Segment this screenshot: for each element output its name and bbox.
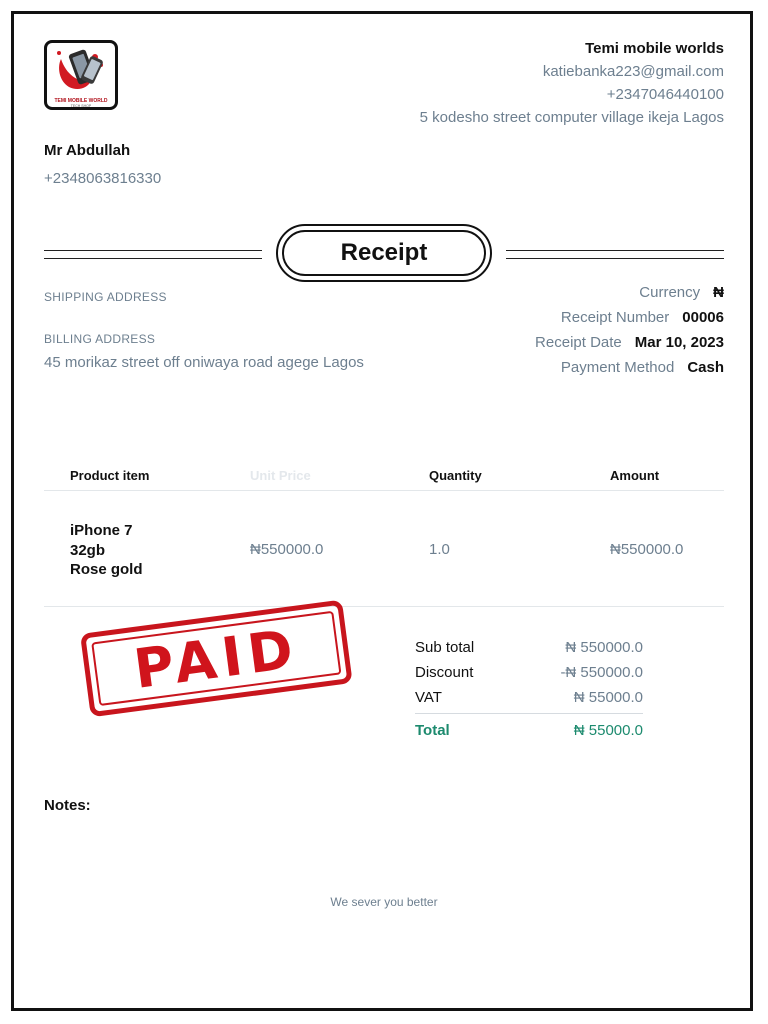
receipt-number-row bbox=[535, 309, 724, 334]
item-unit-price: ₦550000.0 bbox=[250, 541, 324, 558]
table-row-item bbox=[70, 521, 143, 580]
vat-value: ₦ 55000.0 bbox=[573, 689, 643, 706]
company-name: Temi mobile worlds bbox=[585, 40, 724, 57]
item-color: Rose gold bbox=[70, 561, 143, 578]
payment-method-value: Cash bbox=[687, 359, 724, 376]
receipt-date-value: Mar 10, 2023 bbox=[634, 334, 724, 351]
header-unit-price: Unit Price bbox=[250, 468, 311, 483]
logo-text: TEMI MOBILE WORLD bbox=[54, 98, 108, 104]
header-amount: Amount bbox=[610, 468, 660, 483]
item-amount: ₦550000.0 bbox=[610, 541, 684, 558]
company-phone: +2347046440100 bbox=[606, 86, 724, 103]
discount-label: Discount bbox=[415, 664, 474, 681]
receipt-number-label: Receipt Number bbox=[560, 309, 670, 326]
title-rule-left-bottom bbox=[44, 258, 262, 259]
payment-method-label: Payment Method bbox=[560, 359, 675, 376]
title-rule-right-bottom bbox=[506, 258, 724, 259]
item-storage: 32gb bbox=[70, 541, 106, 559]
logo-subtext: TECH SHOP bbox=[70, 104, 92, 108]
subtotal-label: Sub total bbox=[415, 639, 475, 656]
header-quantity: Quantity bbox=[429, 468, 482, 483]
company-address: 5 kodesho street computer village ikeja Lagos bbox=[419, 109, 724, 126]
discount-value: -₦ 550000.0 bbox=[560, 664, 643, 681]
total-label: Total bbox=[415, 722, 450, 739]
company-email: katiebanka223@gmail.com bbox=[542, 63, 724, 80]
receipt-title-badge bbox=[276, 224, 492, 282]
total-value: ₦ 55000.0 bbox=[573, 722, 643, 739]
item-quantity: 1.0 bbox=[429, 541, 450, 558]
currency-value: ₦ bbox=[713, 284, 724, 301]
notes-label: Notes: bbox=[44, 797, 91, 814]
header-product-item: Product item bbox=[70, 468, 150, 483]
company-info bbox=[420, 40, 724, 132]
title-rule-right-top bbox=[506, 250, 724, 251]
receipt-number-value: 00006 bbox=[682, 309, 724, 326]
subtotal-value: ₦ 550000.0 bbox=[565, 639, 643, 656]
paid-stamp-text: PAID bbox=[91, 611, 341, 706]
shipping-address-label: SHIPPING ADDRESS bbox=[44, 290, 167, 304]
vat-label: VAT bbox=[415, 689, 442, 706]
billing-address-label: BILLING ADDRESS bbox=[44, 332, 156, 346]
customer-name: Mr Abdullah bbox=[44, 142, 131, 159]
footer-text: We sever you better bbox=[330, 895, 438, 909]
table-row-divider bbox=[44, 606, 724, 607]
item-name: iPhone 7 bbox=[70, 522, 133, 539]
receipt-date-row bbox=[535, 334, 724, 359]
company-logo bbox=[44, 40, 118, 110]
title-rule-left-top bbox=[44, 250, 262, 251]
totals-divider bbox=[415, 713, 643, 714]
billing-address: 45 morikaz street off oniwaya road agege Lagos bbox=[44, 354, 364, 371]
customer-info bbox=[44, 142, 161, 188]
currency-row bbox=[535, 284, 724, 309]
receipt-title: Receipt bbox=[282, 230, 486, 276]
payment-method-row bbox=[535, 359, 724, 384]
receipt-date-label: Receipt Date bbox=[535, 334, 622, 351]
currency-label: Currency bbox=[639, 284, 701, 301]
customer-phone: +2348063816330 bbox=[44, 170, 162, 187]
table-header-divider bbox=[44, 490, 724, 491]
receipt-meta bbox=[535, 284, 724, 384]
